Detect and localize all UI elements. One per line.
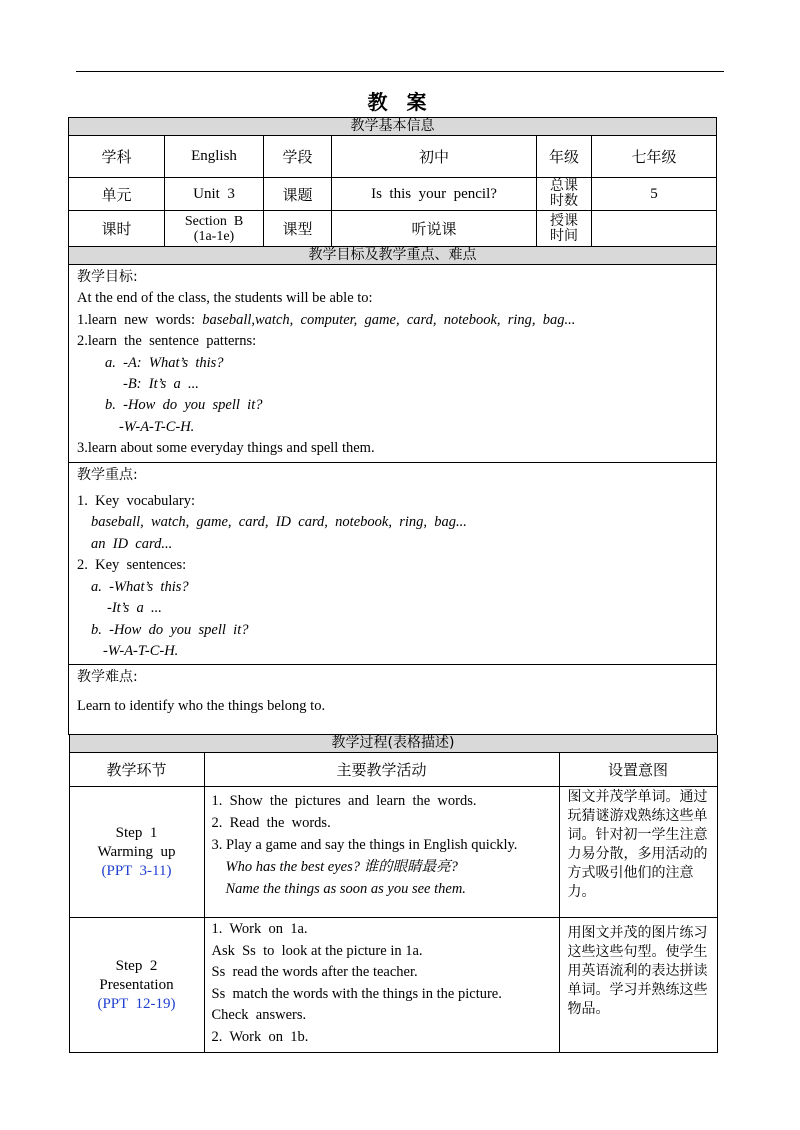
step-2-name: Presentation xyxy=(99,976,174,993)
process-col-intent: 设置意图 xyxy=(559,753,717,787)
key-vocabulary-heading: 1. Key vocabulary: xyxy=(77,493,195,510)
period-value xyxy=(165,211,264,247)
teaching-time-value xyxy=(592,211,717,247)
objective-2: 2.learn the sentence patterns: xyxy=(77,333,257,350)
total-periods-label: 总课时数 xyxy=(537,178,592,211)
grade-value: 七年级 xyxy=(592,136,717,178)
process-container xyxy=(69,735,717,1054)
step-2-number: Step 2 xyxy=(115,957,158,974)
section-header-process: 教学过程(表格描述) xyxy=(69,735,717,753)
step-1-number: Step 1 xyxy=(115,824,158,841)
period-value-line1: Section B xyxy=(184,213,244,229)
objectives-intro: At the end of the class, the students will be able to: xyxy=(77,290,373,307)
step-2-ppt: (PPT 12-19) xyxy=(97,995,176,1012)
step-1-name: Warming up xyxy=(97,843,176,860)
step-2-activities xyxy=(204,918,559,1053)
total-periods-value: 5 xyxy=(592,178,717,211)
teaching-time-label: 授课时间 xyxy=(537,211,592,247)
stage-label: 学段 xyxy=(264,136,332,178)
step-2-activity-6: 2. Work on 1b. xyxy=(211,1028,309,1045)
pattern-a-question: a. -A: What’s this? xyxy=(105,354,224,371)
header-rule xyxy=(76,71,724,72)
topic-value: Is this your pencil? xyxy=(332,178,537,211)
section-header-basic-info: 教学基本信息 xyxy=(69,118,717,136)
pattern-b-answer: -W-A-T-C-H. xyxy=(119,418,195,435)
key-sentence-a-question: a. -What’s this? xyxy=(91,578,189,595)
difficulty-heading: 教学难点: xyxy=(77,669,138,686)
key-sentence-a-answer: -It’s a ... xyxy=(107,600,162,617)
period-value-line2: (1a-1e) xyxy=(193,228,235,244)
key-vocabulary-words: baseball, watch, game, card, ID card, notebook, ring, bag... xyxy=(91,514,467,531)
period-label: 课时 xyxy=(69,211,165,247)
step-1-activity-2: 2. Read the words. xyxy=(211,814,331,831)
step-2-activity-5: Check answers. xyxy=(211,1007,307,1024)
grade-label: 年级 xyxy=(537,136,592,178)
objective-1 xyxy=(77,310,708,331)
objectives-heading: 教学目标: xyxy=(77,269,138,285)
step-2-activity-1: 1. Work on 1a. xyxy=(211,921,308,938)
step-1-ppt: (PPT 3-11) xyxy=(101,862,172,879)
subject-label: 学科 xyxy=(69,136,165,178)
step-1-activity-1: 1. Show the pictures and learn the words. xyxy=(211,793,477,810)
key-points-heading: 教学重点: xyxy=(77,466,138,483)
objective-3: 3.learn about some everyday things and spell them. xyxy=(77,440,375,457)
pattern-a-answer: -B: It’s a ... xyxy=(123,376,199,393)
process-table xyxy=(69,735,718,1053)
step-1-activity-4: Who has the best eyes? 谁的眼睛最亮? xyxy=(225,859,458,876)
difficulty-section xyxy=(69,665,717,735)
step-1-activity-3: 3. Play a game and say the things in English quickly. xyxy=(211,837,518,854)
section-header-objectives: 教学目标及教学重点、难点 xyxy=(69,247,717,265)
key-sentences-heading: 2. Key sentences: xyxy=(77,557,187,574)
subject-value: English xyxy=(165,136,264,178)
step-1-cell xyxy=(69,787,204,918)
step-2-activity-2: Ask Ss to look at the picture in 1a. xyxy=(211,942,423,959)
objective-1-words: baseball,watch, computer, game, card, notebook, ring, bag... xyxy=(202,311,576,328)
step-1-intent: 图文并茂学单词。通过玩猜谜游戏熟练这些单词。针对初一学生注意力易分散，多用活动的方式吸引他们的注意力。 xyxy=(559,787,717,918)
lesson-type-label: 课型 xyxy=(264,211,332,247)
lesson-plan-table xyxy=(68,117,717,1053)
stage-value: 初中 xyxy=(332,136,537,178)
objective-1-prefix: 1.learn new words: xyxy=(77,311,203,328)
key-sentence-b-question: b. -How do you spell it? xyxy=(91,621,249,638)
document-title: 教 案 xyxy=(367,90,433,114)
step-2-activity-4: Ss match the words with the things in the picture. xyxy=(211,985,502,1002)
unit-label: 单元 xyxy=(69,178,165,211)
objectives-section xyxy=(69,265,717,463)
key-vocabulary-words-2: an ID card... xyxy=(91,535,173,552)
process-col-stage: 教学环节 xyxy=(69,753,204,787)
pattern-b-question: b. -How do you spell it? xyxy=(105,397,263,414)
step-2-activity-3: Ss read the words after the teacher. xyxy=(211,964,418,981)
process-col-activities: 主要教学活动 xyxy=(204,753,559,787)
key-sentence-b-answer: -W-A-T-C-H. xyxy=(103,642,179,659)
step-2-intent: 用图文并茂的图片练习这些这些句型。使学生用英语流利的表达拼读单词。学习并熟练这些物品。 xyxy=(559,918,717,1053)
step-1-activities xyxy=(204,787,559,918)
topic-label: 课题 xyxy=(264,178,332,211)
key-points-section xyxy=(69,462,717,665)
step-2-cell xyxy=(69,918,204,1053)
unit-value: Unit 3 xyxy=(165,178,264,211)
lesson-type-value: 听说课 xyxy=(332,211,537,247)
step-1-activity-5: Name the things as soon as you see them. xyxy=(225,880,466,897)
difficulty-text: Learn to identify who the things belong to. xyxy=(77,697,326,714)
